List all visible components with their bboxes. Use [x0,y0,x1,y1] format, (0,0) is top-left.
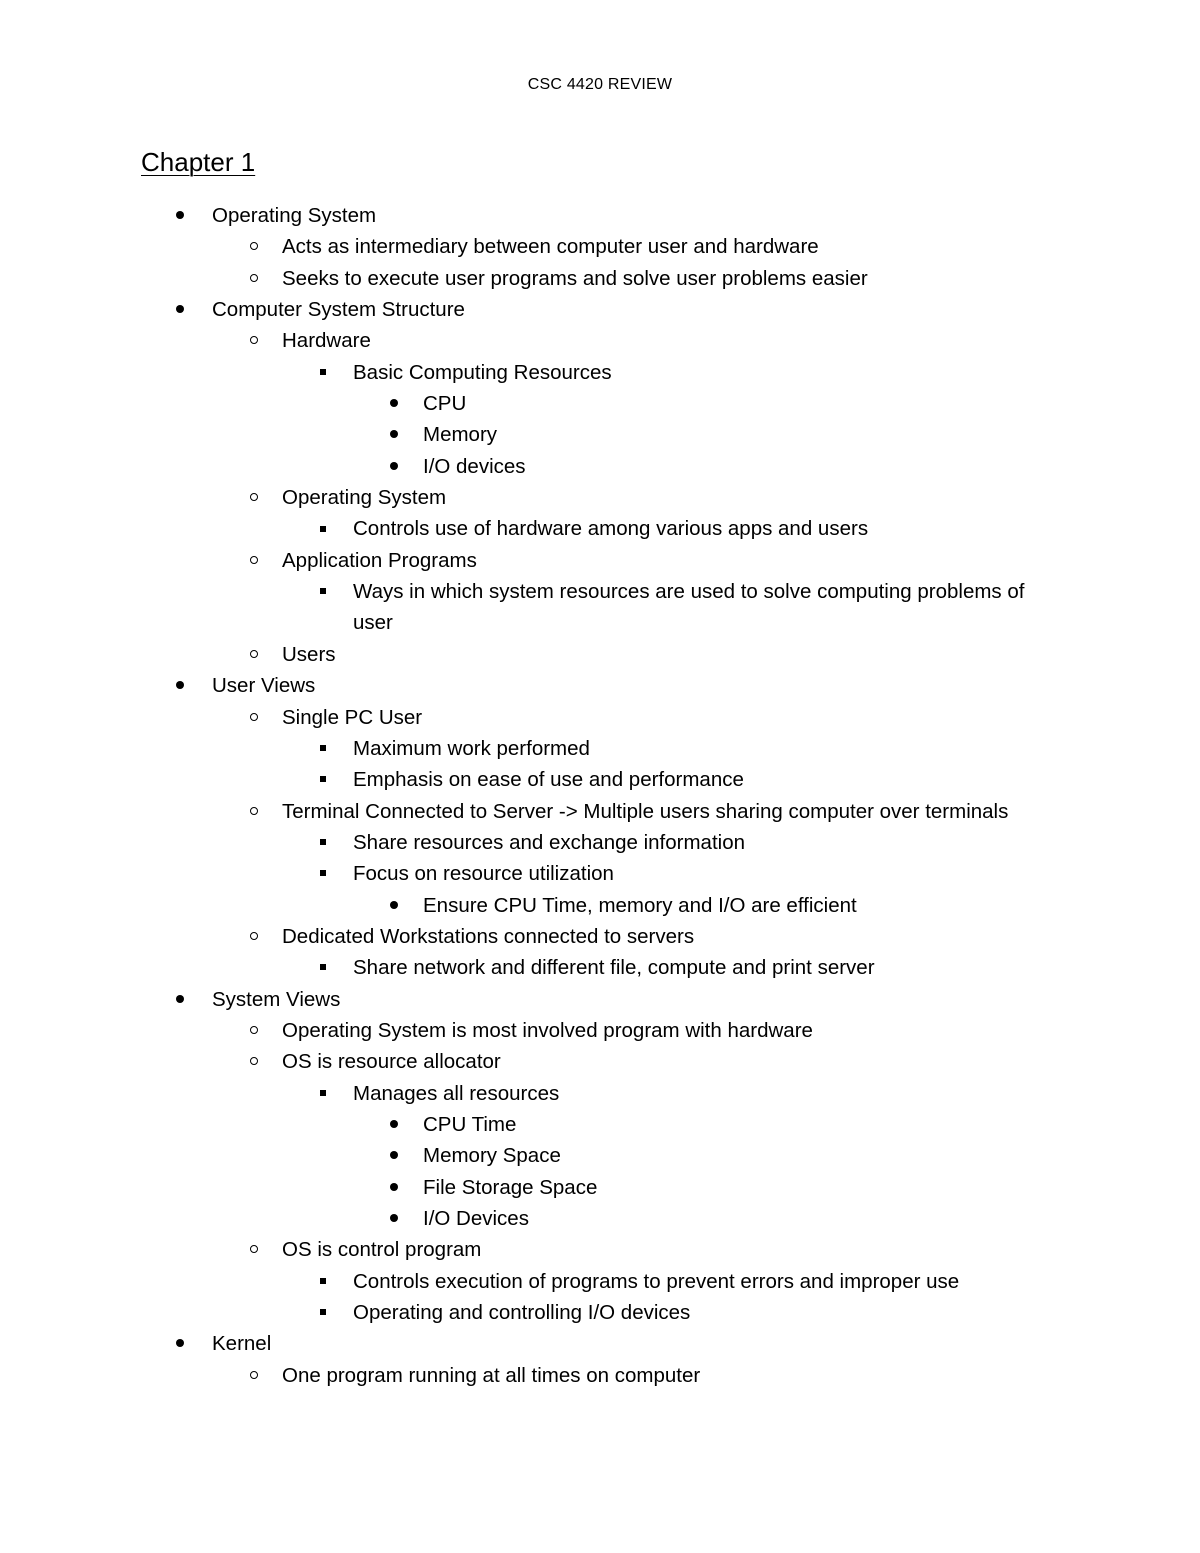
outline-text: I/O Devices [423,1207,529,1230]
outline-text: OS is control program [282,1238,482,1262]
outline-text: Operating System [282,486,447,510]
outline-text: Seeks to execute user programs and solve user problems easier [282,266,868,290]
bullet-square-icon [315,576,331,607]
outline-item [0,200,1200,231]
bullet-ring-icon [246,796,262,827]
outline-text: Operating System is most involved program with hardware [282,1018,813,1042]
bullet-square-icon [315,858,331,889]
outline-text: Single PC User [282,705,423,729]
outline-item [0,1078,1200,1109]
outline-text: Dedicated Workstations connected to servers [282,924,695,948]
outline-text: Operating and controlling I/O devices [353,1301,691,1325]
outline-text: Maximum work performed [353,736,590,760]
bullet-ring-icon [246,263,262,294]
outline-text: Share network and different file, compute and print server [353,956,875,980]
bullet-square-icon [315,513,331,544]
outline-item [0,263,1200,294]
outline-item [0,796,1200,827]
outline-text: I/O devices [423,454,526,478]
bullet-ring-icon [246,545,262,576]
bullet-ring-icon [246,325,262,356]
outline-text: Basic Computing Resources [353,360,612,384]
outline-item [0,388,1200,419]
outline-item [0,764,1200,795]
outline-text: Operating System [212,204,377,227]
bullet-dot-icon [386,1203,402,1234]
outline-item [0,482,1200,513]
bullet-ring-icon [246,639,262,670]
outline-continuation [0,607,1200,638]
outline-text: Controls use of hardware among various apps and users [353,517,869,541]
outline-text: Kernel [212,1332,272,1356]
outline-item [0,513,1200,544]
outline-item [0,1360,1200,1391]
bullet-dot-icon [386,451,402,482]
bullet-ring-icon [246,482,262,513]
outline-text: Controls execution of programs to prevent errors and improper use [353,1269,960,1293]
outline-item [0,576,1200,607]
outline-text: Focus on resource utilization [353,862,614,886]
bullet-square-icon [315,357,331,388]
outline-text: Acts as intermediary between computer user and hardware [282,235,819,259]
outline-item [0,294,1200,325]
outline-item [0,419,1200,450]
bullet-square-icon [315,1078,331,1109]
outline-item [0,231,1200,262]
bullet-dot-icon [172,200,188,231]
outline-text: Ways in which system resources are used to solve computing problems of [353,580,1025,604]
bullet-square-icon [315,733,331,764]
outline-item [0,1203,1200,1234]
bullet-dot-icon [386,1140,402,1171]
outline-item [0,1266,1200,1297]
bullet-dot-icon [386,419,402,450]
bullet-ring-icon [246,1234,262,1265]
bullet-ring-icon [246,1046,262,1077]
outline-item [0,952,1200,983]
outline-item [0,984,1200,1015]
bullet-square-icon [315,1297,331,1328]
outline-text: File Storage Space [423,1175,598,1199]
bullet-dot-icon [172,294,188,325]
outline-list [0,200,1200,1391]
outline-item [0,357,1200,388]
chapter-heading: Chapter 1 [141,147,256,177]
outline-text: Ensure CPU Time, memory and I/O are efficient [423,893,857,917]
bullet-ring-icon [246,702,262,733]
page-header: CSC 4420 REVIEW [527,76,673,93]
outline-item [0,1172,1200,1203]
outline-text: CPU [423,392,467,416]
outline-text: One program running at all times on computer [282,1363,701,1387]
outline-item [0,1046,1200,1077]
outline-item [0,1328,1200,1359]
bullet-ring-icon [246,1015,262,1046]
outline-text: Memory Space [423,1144,561,1168]
outline-text: Application Programs [282,548,477,572]
bullet-dot-icon [386,1172,402,1203]
outline-text: Share resources and exchange information [353,830,746,854]
outline-item [0,639,1200,670]
outline-text: System Views [212,987,341,1011]
bullet-ring-icon [246,231,262,262]
outline-text: Manages all resources [353,1081,560,1105]
outline-text: Computer System Structure [212,298,465,322]
bullet-dot-icon [386,1109,402,1140]
outline-text: Memory [423,423,498,447]
bullet-dot-icon [386,388,402,419]
bullet-dot-icon [172,1328,188,1359]
outline-item [0,890,1200,921]
bullet-dot-icon [386,890,402,921]
outline-item [0,733,1200,764]
outline-text: Users [282,642,336,666]
bullet-square-icon [315,827,331,858]
bullet-ring-icon [246,1360,262,1391]
outline-text: user [353,611,393,635]
outline-text: CPU Time [423,1112,517,1136]
outline-item [0,1234,1200,1265]
outline-item [0,921,1200,952]
outline-item [0,858,1200,889]
outline-item [0,325,1200,356]
bullet-dot-icon [172,984,188,1015]
outline-item [0,670,1200,701]
outline-text: User Views [212,674,316,698]
bullet-square-icon [315,1266,331,1297]
outline-item [0,1015,1200,1046]
bullet-square-icon [315,952,331,983]
bullet-ring-icon [246,921,262,952]
outline-item [0,1297,1200,1328]
bullet-square-icon [315,764,331,795]
bullet-dot-icon [172,670,188,701]
outline-text: Terminal Connected to Server -> Multiple users sharing computer over terminals [282,799,1009,823]
outline-item [0,1109,1200,1140]
outline-item [0,827,1200,858]
outline-item [0,702,1200,733]
outline-text: Hardware [282,329,371,353]
outline-text: Emphasis on ease of use and performance [353,768,744,792]
outline-item [0,451,1200,482]
outline-item [0,1140,1200,1171]
outline-item [0,545,1200,576]
outline-text: OS is resource allocator [282,1050,501,1074]
